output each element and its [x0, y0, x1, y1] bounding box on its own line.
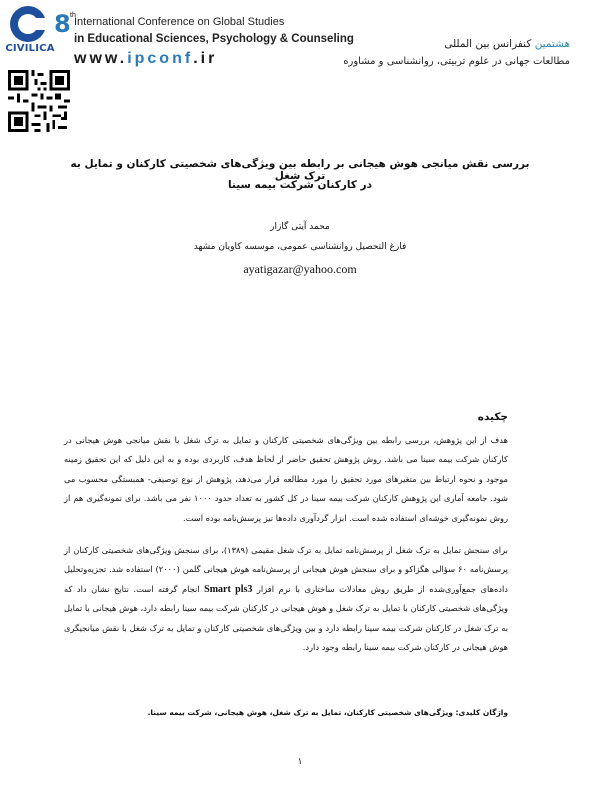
url-suffix: .ir	[193, 50, 218, 67]
conference-url[interactable]	[74, 50, 217, 68]
url-accent: ipconf	[127, 50, 194, 67]
keywords: واژگان کلیدی: ویژگی‌های شخصیتی کارکنان، تمایل به ترک شغل، هوش هیجانی، شرکت بیمه سینا.	[147, 708, 508, 717]
conference-number-suffix: th	[70, 12, 76, 19]
civilica-logo	[4, 6, 55, 54]
conference-fa-accent: هشتمین	[534, 38, 570, 50]
author-email[interactable]: ayatigazar@yahoo.com	[243, 262, 357, 276]
page-number: ۱	[297, 757, 303, 767]
abstract-paragraph-2-part2: انجام گرفته است. نتایج نشان داد که ویژگی‌های شخصیتی کارکنان با تمایل به ترک شغل و هوش هیجانی در کارکنان شرکت بیمه سینا رابطه دارد، هوش هیجانی با تمایل به ترک شغل در کارکنان شرکت بیمه سینا رابطه دارد و بین ویژگی‌های شخصیتی کارکنان و تمایل به ترک شغل با نقش میانجیگری هوش هیجانی در کارکنان شرکت بیمه سینا رابطه وجود دارد.	[64, 583, 508, 653]
abstract-paragraph-2-part1: برای سنجش تمایل به ترک شغل از پرسش‌نامه تمایل به ترک شغل مقیمی (۱۳۸۹)، برای سنجش ویژگی‌های شخصیتی کارکنان از پرسش‌نامه ۶۰ سؤالی هگزاکو و برای سنجش هوش هیجانی از پرسش‌نامه هوش هیجانی گلمن (۲۰۰۰) استفاده شد. تجزیه‌وتحلیل داده‌های جمع‌آوری‌شده از طریق روش معادلات ساختاری با نرم افزار	[64, 545, 508, 594]
conference-title-en-line2: in Educational Sciences, Psychology & Counseling	[74, 33, 354, 45]
conference-title-fa-line1	[444, 38, 570, 50]
author-affiliation: فارغ التحصیل روانشناسی عمومی، موسسه کاویان مشهد	[193, 242, 407, 252]
paper-title-line2: در کارکنان شرکت بیمه سینا	[227, 179, 372, 191]
conference-number: 8	[54, 10, 71, 38]
abstract-paragraph-1: هدف از این پژوهش، بررسی رابطه بین ویژگی‌های شخصیتی کارکنان و تمایل به ترک شغل با نقش میانجی هوش هیجانی در کارکنان شرکت بیمه سینا می باشد. روش پژوهش تحقیق حاضر از لحاظ هدف، کاربردی بوده و به این دلیل که این تحقیق زمینه موجود و نحوه ارتباط بین متغیرهای مورد تحقیق را مورد مطالعه قرار می‌دهد، پژوهش از نوع توصیفی- همبستگی محسوب می شود. جامعه آماری این پژوهش کارکنان شرکت بیمه سینا در کل کشور به تعداد حدود ۱۰۰۰ نفر می باشد. برای نمونه‌گیری هم از روش نمونه‌گیری خوشه‌ای استفاده شده است. ابزار گردآوری داده‌ها نیز پرسش‌نامه بوده است.	[64, 435, 508, 523]
abstract-heading: چکیده	[477, 411, 508, 423]
paper-title-line1: بررسی نقش میانجی هوش هیجانی بر رابطه بین ویژگی‌های شخصیتی کارکنان و تمایل به ترک شغل	[70, 158, 530, 182]
qr-code-icon	[8, 70, 70, 132]
conference-title-en-line1: International Conference on Global Studies	[74, 16, 285, 28]
software-name: Smart pls3	[204, 583, 253, 595]
conference-fa-rest: کنفرانس بین المللی	[444, 38, 535, 50]
civilica-logo-text: CIVILICA	[5, 43, 55, 54]
abstract-paragraph-2	[64, 541, 508, 657]
author-name: محمد آیتی گازار	[270, 222, 330, 232]
url-prefix: www.	[74, 50, 128, 67]
conference-title-fa-line2: مطالعات جهانی در علوم تربیتی، روانشناسی و مشاوره	[343, 56, 570, 67]
